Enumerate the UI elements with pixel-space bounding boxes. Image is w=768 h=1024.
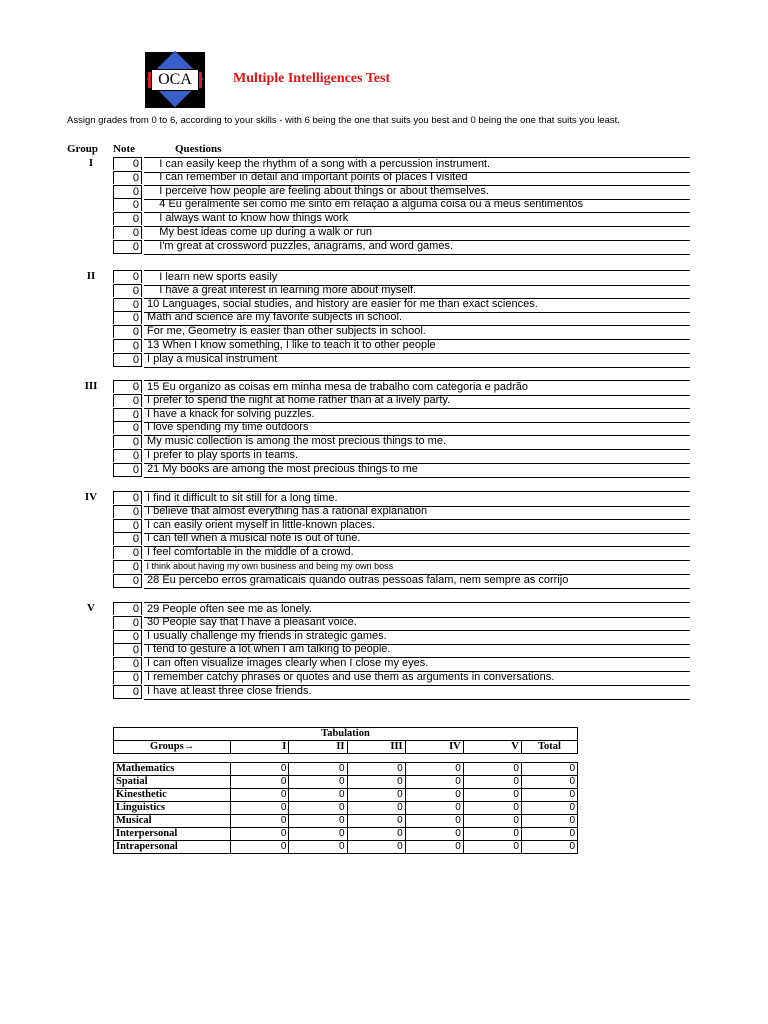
question-text: My music collection is among the most precious things to me. — [144, 435, 690, 450]
question-text: I believe that almost everything has a rational explanation — [144, 505, 690, 520]
question-row — [113, 298, 690, 312]
logo-text: OCA — [151, 69, 199, 91]
question-row — [113, 616, 690, 630]
column-header: III — [347, 741, 405, 754]
score-cell: 0 — [463, 828, 521, 841]
note-cell[interactable]: 0 — [113, 394, 142, 407]
question-row — [113, 240, 690, 254]
note-cell[interactable]: 0 — [113, 270, 142, 283]
question-row — [113, 505, 690, 519]
question-text: I prefer to spend the night at home rather than at a lively party. — [144, 394, 690, 409]
note-cell[interactable]: 0 — [113, 380, 142, 393]
question-text: For me, Geometry is easier than other subjects in school. — [144, 325, 690, 340]
note-cell[interactable]: 0 — [113, 532, 142, 545]
question-row — [113, 630, 690, 644]
group-label: II — [86, 270, 96, 282]
intelligence-label: Musical — [114, 815, 231, 828]
note-cell[interactable]: 0 — [113, 226, 142, 239]
question-text: Math and science are my favorite subjects in school. — [144, 311, 690, 326]
note-cell[interactable]: 0 — [113, 157, 142, 170]
question-text: 13 When I know something, I like to teach it to other people — [144, 339, 690, 354]
note-cell[interactable]: 0 — [113, 421, 142, 434]
score-cell: 0 — [405, 815, 463, 828]
tabulation-header-row — [114, 741, 578, 754]
question-text: I perceive how people are feeling about things or about themselves. — [144, 185, 690, 200]
score-cell: 0 — [347, 789, 405, 802]
question-text: I feel comfortable in the middle of a crowd. — [144, 546, 690, 561]
intelligence-label: Mathematics — [114, 763, 231, 776]
note-cell[interactable]: 0 — [113, 240, 142, 254]
score-cell: 0 — [347, 776, 405, 789]
score-cell: 0 — [521, 841, 577, 854]
groups-header: Groups→ — [114, 741, 231, 754]
score-cell: 0 — [521, 776, 577, 789]
score-cell: 0 — [347, 802, 405, 815]
score-cell: 0 — [289, 802, 347, 815]
tabulation-row — [114, 828, 578, 841]
score-cell: 0 — [289, 789, 347, 802]
note-cell[interactable]: 0 — [113, 185, 142, 198]
question-text: I have a great interest in learning more about myself. — [144, 284, 690, 299]
question-row — [113, 463, 690, 477]
note-cell[interactable]: 0 — [113, 602, 142, 615]
note-cell[interactable]: 0 — [113, 212, 142, 225]
question-text: My best ideas come up during a walk or run — [144, 226, 690, 241]
note-cell[interactable]: 0 — [113, 449, 142, 462]
note-cell[interactable]: 0 — [113, 298, 142, 311]
question-text: 10 Languages, social studies, and history are easier for me than exact sciences. — [144, 298, 690, 313]
score-cell: 0 — [231, 828, 289, 841]
note-cell[interactable]: 0 — [113, 560, 142, 573]
question-text: 21 My books are among the most precious things to me — [144, 463, 690, 478]
question-text: 29 People often see me as lonely. — [144, 602, 690, 618]
question-text: I have a knack for solving puzzles. — [144, 408, 690, 423]
tabulation-row — [114, 789, 578, 802]
note-cell[interactable]: 0 — [113, 616, 142, 629]
intelligence-label: Kinesthetic — [114, 789, 231, 802]
group-label: V — [87, 602, 95, 614]
question-row — [113, 657, 690, 671]
tabulation-row — [114, 815, 578, 828]
question-text: I can easily orient myself in little-known places. — [144, 519, 690, 534]
note-cell[interactable]: 0 — [113, 171, 142, 184]
question-text: I tend to gesture a lot when I am talking to people. — [144, 643, 690, 658]
note-cell[interactable]: 0 — [113, 505, 142, 518]
question-row — [113, 449, 690, 463]
note-cell[interactable]: 0 — [113, 408, 142, 421]
question-row — [113, 560, 690, 574]
score-cell: 0 — [289, 776, 347, 789]
question-text: 28 Eu percebo erros gramaticais quando outras pessoas falam, nem sempre as corrijo — [144, 574, 690, 589]
tabulation-row — [114, 776, 578, 789]
tabulation-title: Tabulation — [114, 728, 578, 741]
score-cell: 0 — [405, 841, 463, 854]
question-row — [113, 339, 690, 353]
score-cell: 0 — [463, 815, 521, 828]
score-cell: 0 — [463, 789, 521, 802]
intelligence-label: Spatial — [114, 776, 231, 789]
question-row — [113, 602, 690, 616]
score-cell: 0 — [521, 815, 577, 828]
question-row — [113, 394, 690, 408]
note-cell[interactable]: 0 — [113, 643, 142, 656]
score-cell: 0 — [521, 763, 577, 776]
question-text: I remember catchy phrases or quotes and use them as arguments in conversations. — [144, 671, 690, 686]
question-row — [113, 325, 690, 339]
question-text: 30 People say that I have a pleasant voice. — [144, 616, 690, 631]
question-row — [113, 408, 690, 422]
question-text: 4 Eu geralmente sei como me sinto em relação a alguma coisa ou a meus sentimentos — [144, 198, 690, 213]
tabulation-row — [114, 841, 578, 854]
question-row — [113, 157, 690, 171]
tabulation-table — [113, 727, 578, 854]
note-cell[interactable]: 0 — [113, 657, 142, 670]
tabulation-spacer — [114, 754, 578, 763]
question-text: I'm great at crossword puzzles, anagrams, and word games. — [144, 240, 690, 255]
tabulation-row — [114, 763, 578, 776]
score-cell: 0 — [405, 763, 463, 776]
score-cell: 0 — [405, 802, 463, 815]
note-cell[interactable]: 0 — [113, 463, 142, 477]
score-cell: 0 — [463, 841, 521, 854]
note-cell[interactable]: 0 — [113, 671, 142, 684]
page-title: Multiple Intelligences Test — [233, 71, 391, 86]
score-cell: 0 — [231, 841, 289, 854]
question-row — [113, 685, 690, 699]
intelligence-label: Intrapersonal — [114, 841, 231, 854]
question-row — [113, 226, 690, 240]
score-cell: 0 — [231, 802, 289, 815]
question-text: I find it difficult to sit still for a long time. — [144, 491, 690, 507]
note-header: Note — [113, 143, 135, 155]
score-cell: 0 — [405, 828, 463, 841]
question-text: I think about having my own business and being my own boss — [144, 560, 690, 575]
note-cell[interactable]: 0 — [113, 325, 142, 338]
score-cell: 0 — [231, 763, 289, 776]
question-row — [113, 171, 690, 185]
question-row — [113, 435, 690, 449]
score-cell: 0 — [463, 763, 521, 776]
score-cell: 0 — [289, 841, 347, 854]
question-row — [113, 643, 690, 657]
question-row — [113, 519, 690, 533]
score-cell: 0 — [521, 789, 577, 802]
question-text: I always want to know how things work — [144, 212, 690, 227]
score-cell: 0 — [231, 815, 289, 828]
score-cell: 0 — [347, 841, 405, 854]
question-text: I learn new sports easily — [144, 270, 690, 286]
question-text: I can tell when a musical note is out of tune. — [144, 532, 690, 547]
question-row — [113, 198, 690, 212]
question-row — [113, 185, 690, 199]
oca-logo — [145, 52, 205, 108]
score-cell: 0 — [347, 763, 405, 776]
column-header: II — [289, 741, 347, 754]
column-header: IV — [405, 741, 463, 754]
group-label: I — [88, 157, 94, 169]
question-text: I usually challenge my friends in strategic games. — [144, 630, 690, 645]
question-row — [113, 421, 690, 435]
question-text: I can often visualize images clearly when I close my eyes. — [144, 657, 690, 672]
question-text: I love spending my time outdoors — [144, 421, 690, 436]
note-cell[interactable]: 0 — [113, 435, 142, 448]
note-cell[interactable]: 0 — [113, 546, 142, 559]
question-text: I have at least three close friends. — [144, 685, 690, 700]
questions-header: Questions — [175, 143, 222, 155]
note-cell[interactable]: 0 — [113, 491, 142, 504]
score-cell: 0 — [289, 763, 347, 776]
question-row — [113, 546, 690, 560]
column-header: I — [231, 741, 289, 754]
note-cell[interactable]: 0 — [113, 311, 142, 324]
column-header: Total — [521, 741, 577, 754]
score-cell: 0 — [405, 789, 463, 802]
note-cell[interactable]: 0 — [113, 685, 142, 699]
note-cell[interactable]: 0 — [113, 353, 142, 367]
score-cell: 0 — [521, 828, 577, 841]
question-row — [113, 491, 690, 505]
group-label: III — [84, 380, 98, 392]
question-row — [113, 284, 690, 298]
question-text: I can remember in detail and important points of places I visited — [144, 171, 690, 186]
question-row — [113, 311, 690, 325]
score-cell: 0 — [405, 776, 463, 789]
question-row — [113, 574, 690, 588]
question-text: I can easily keep the rhythm of a song with a percussion instrument. — [144, 157, 690, 173]
note-cell[interactable]: 0 — [113, 630, 142, 643]
note-cell[interactable]: 0 — [113, 519, 142, 532]
note-cell[interactable]: 0 — [113, 198, 142, 211]
question-text: I play a musical instrument — [144, 353, 690, 368]
score-cell: 0 — [231, 776, 289, 789]
note-cell[interactable]: 0 — [113, 339, 142, 352]
question-row — [113, 380, 690, 394]
question-text: 15 Eu organizo as coisas em minha mesa de trabalho com categoria e padrão — [144, 380, 690, 396]
column-header: V — [463, 741, 521, 754]
group-header: Group — [67, 143, 98, 155]
score-cell: 0 — [289, 815, 347, 828]
score-cell: 0 — [231, 789, 289, 802]
intelligence-label: Linguistics — [114, 802, 231, 815]
question-row — [113, 212, 690, 226]
question-row — [113, 353, 690, 367]
instruction-text: Assign grades from 0 to 6, according to your skills - with 6 being the one that suits you best and 0 being the one that suits you least. — [67, 115, 620, 126]
score-cell: 0 — [289, 828, 347, 841]
group-label: IV — [84, 491, 98, 503]
score-cell: 0 — [521, 802, 577, 815]
question-row — [113, 532, 690, 546]
intelligence-label: Interpersonal — [114, 828, 231, 841]
question-text: I prefer to play sports in teams. — [144, 449, 690, 464]
note-cell[interactable]: 0 — [113, 284, 142, 297]
score-cell: 0 — [347, 828, 405, 841]
score-cell: 0 — [463, 802, 521, 815]
question-row — [113, 671, 690, 685]
note-cell[interactable]: 0 — [113, 574, 142, 588]
question-row — [113, 270, 690, 284]
score-cell: 0 — [347, 815, 405, 828]
score-cell: 0 — [463, 776, 521, 789]
tabulation-row — [114, 802, 578, 815]
